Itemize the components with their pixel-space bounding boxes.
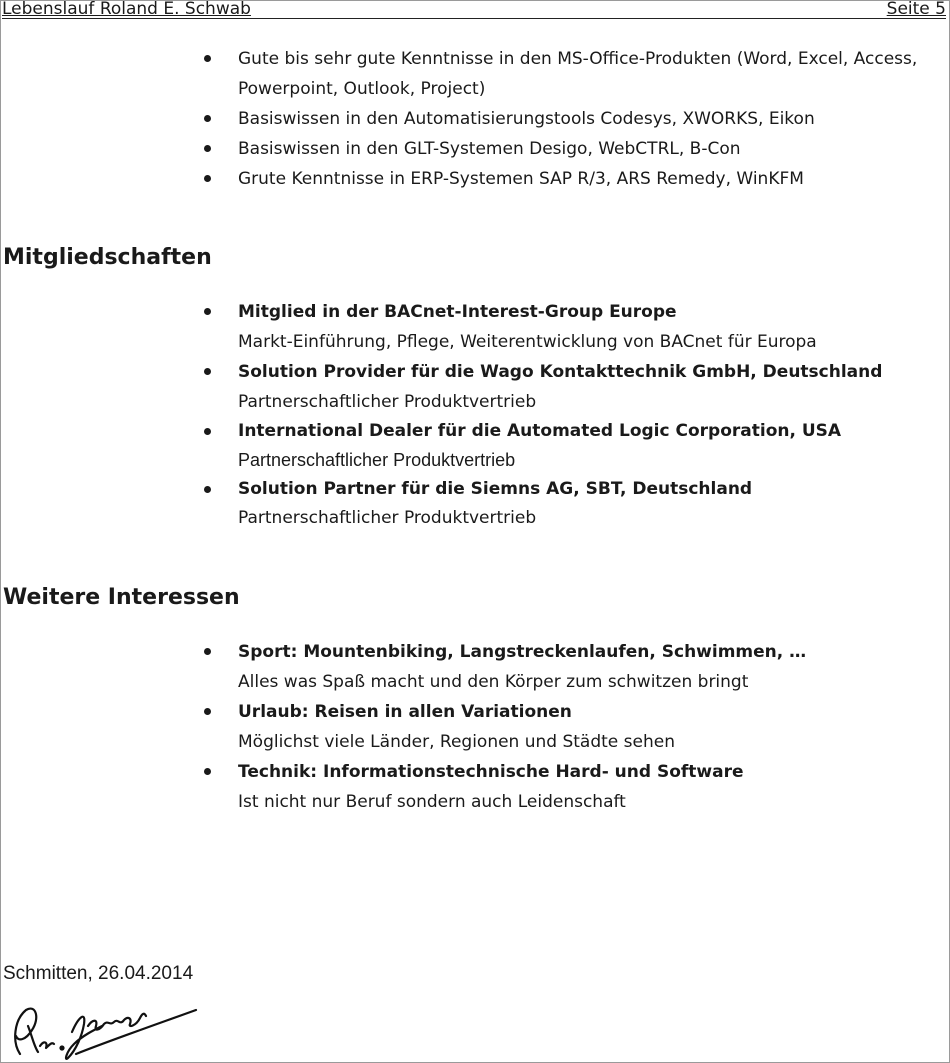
- interest-title: Technik: Informationstechnische Hard- und Software: [238, 762, 744, 782]
- list-item: [200, 637, 930, 697]
- membership-title: Solution Partner für die Siemns AG, SBT, Deutschland: [238, 479, 753, 499]
- bullet-icon: [204, 55, 211, 62]
- memberships-list: [200, 297, 930, 533]
- bullet-icon: [204, 648, 211, 655]
- list-item: [200, 475, 930, 533]
- interest-desc: Ist nicht nur Beruf sondern auch Leidenschaft: [238, 792, 626, 812]
- place-date: Schmitten, 26.04.2014: [3, 963, 194, 984]
- membership-desc: Partnerschaftlicher Produktvertrieb: [238, 392, 537, 412]
- bullet-icon: [204, 708, 211, 715]
- membership-title: Solution Provider für die Wago Kontakttechnik GmbH, Deutschland: [238, 362, 883, 382]
- interest-desc: Möglichst viele Länder, Regionen und Städte sehen: [238, 732, 675, 752]
- bullet-icon: [204, 145, 211, 152]
- list-item: [200, 297, 930, 357]
- list-item: [200, 417, 930, 475]
- list-item: [200, 757, 930, 817]
- interests-heading: Weitere Interessen: [3, 585, 240, 610]
- header-title: Lebenslauf Roland E. Schwab: [2, 0, 251, 19]
- page-header: [2, 0, 946, 19]
- list-item: Grute Kenntnisse in ERP-Systemen SAP R/3, ARS Remedy, WinKFM: [200, 164, 930, 194]
- bullet-icon: [204, 428, 211, 435]
- interest-title: Urlaub: Reisen in allen Variationen: [238, 702, 572, 722]
- signature-image: [6, 996, 206, 1062]
- list-item: [200, 357, 930, 417]
- membership-desc: Partnerschaftlicher Produktvertrieb: [238, 450, 516, 470]
- bullet-icon: [204, 175, 211, 182]
- bullet-icon: [204, 115, 211, 122]
- interests-list: [200, 637, 930, 817]
- list-item: Gute bis sehr gute Kenntnisse in den MS-Office-Produkten (Word, Excel, Access, Powerpoint, Outlook, Project): [200, 44, 930, 104]
- list-item: [200, 697, 930, 757]
- interest-desc: Alles was Spaß macht und den Körper zum schwitzen bringt: [238, 672, 749, 692]
- membership-desc: Partnerschaftlicher Produktvertrieb: [238, 508, 537, 528]
- interest-title: Sport: Mountenbiking, Langstreckenlaufen, Schwimmen, …: [238, 642, 807, 662]
- bullet-icon: [204, 368, 211, 375]
- bullet-icon: [204, 486, 211, 493]
- membership-title: Mitglied in der BACnet-Interest-Group Europe: [238, 302, 677, 322]
- bullet-icon: [204, 308, 211, 315]
- page-number: Seite 5: [886, 0, 946, 19]
- skills-list: [200, 44, 930, 194]
- bullet-icon: [204, 768, 211, 775]
- memberships-heading: Mitgliedschaften: [3, 245, 212, 270]
- list-item: Basiswissen in den GLT-Systemen Desigo, WebCTRL, B-Con: [200, 134, 930, 164]
- membership-desc: Markt-Einführung, Pflege, Weiterentwicklung von BACnet für Europa: [238, 332, 817, 352]
- membership-title: International Dealer für die Automated Logic Corporation, USA: [238, 421, 842, 441]
- list-item: Basiswissen in den Automatisierungstools Codesys, XWORKS, Eikon: [200, 104, 930, 134]
